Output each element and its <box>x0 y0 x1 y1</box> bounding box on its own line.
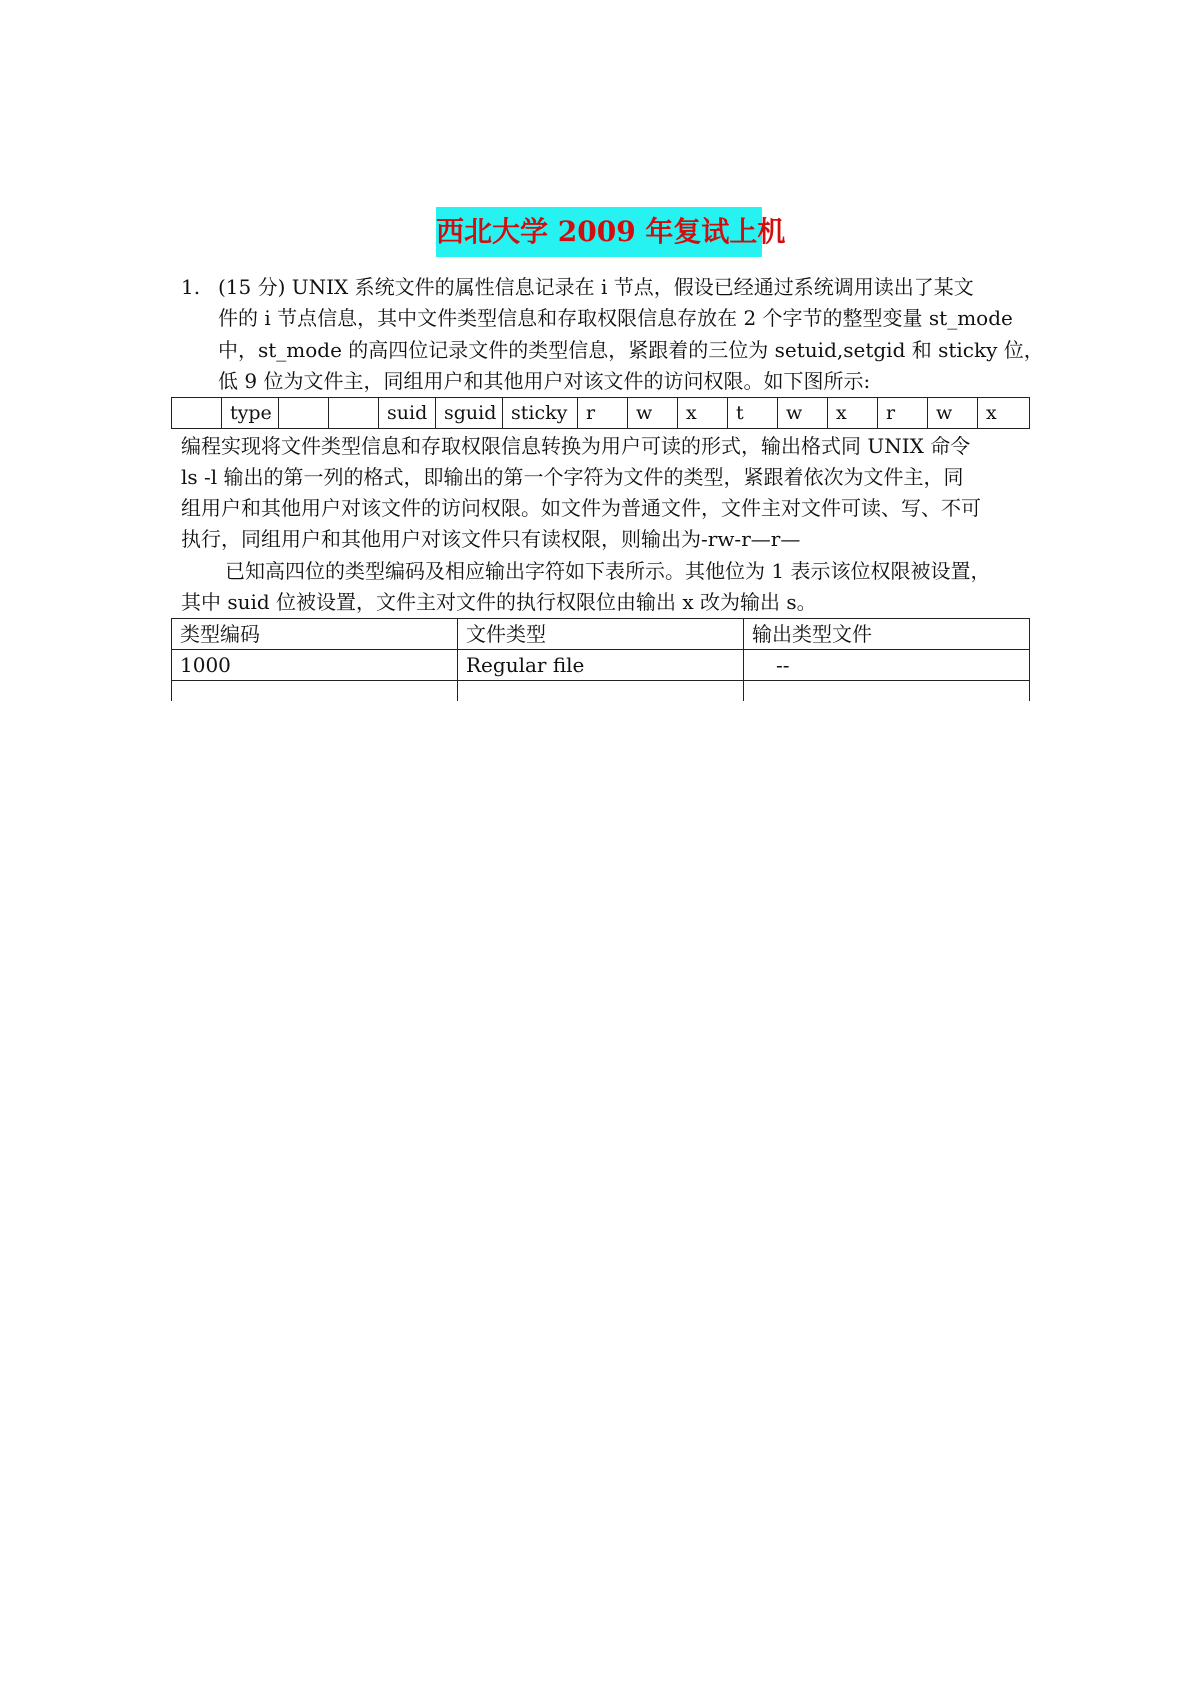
bit-cell: w <box>778 398 828 429</box>
bit-cell: w <box>628 398 678 429</box>
bit-cell: x <box>978 398 1030 429</box>
bit-cell: sguid <box>436 398 503 429</box>
body-line: 编程实现将文件类型信息和存取权限信息转换为用户可读的形式，输出格式同 UNIX 命令 <box>181 434 971 458</box>
bit-cell: r <box>878 398 928 429</box>
table-cell <box>744 681 1030 702</box>
bit-cell: x <box>678 398 728 429</box>
bit-cell <box>279 398 329 429</box>
file-types-table <box>171 618 1030 701</box>
table-row <box>172 681 1030 702</box>
table-header-cell: 输出类型文件 <box>744 619 1030 650</box>
question-line: (15 分) UNIX 系统文件的属性信息记录在 i 节点，假设已经通过系统调用读出了某文 <box>218 275 974 299</box>
table-header-row <box>172 619 1030 650</box>
bits-row <box>172 398 1030 429</box>
bit-cell: r <box>578 398 628 429</box>
table-header-cell: 文件类型 <box>458 619 744 650</box>
st-mode-bits-table <box>171 397 1030 429</box>
question-line: 件的 i 节点信息，其中文件类型信息和存取权限信息存放在 2 个字节的整型变量 st_mode <box>218 306 1013 330</box>
bit-cell: w <box>928 398 978 429</box>
body-line: 其中 suid 位被设置，文件主对文件的执行权限位由输出 x 改为输出 s。 <box>181 590 817 614</box>
question-line: 低 9 位为文件主，同组用户和其他用户对该文件的访问权限。如下图所示: <box>218 369 871 393</box>
bit-cell: suid <box>379 398 436 429</box>
bit-cell <box>329 398 379 429</box>
bit-cell: x <box>828 398 878 429</box>
bit-cell <box>172 398 222 429</box>
body-line: 组用户和其他用户对该文件的访问权限。如文件为普通文件，文件主对文件可读、写、不可 <box>181 496 981 520</box>
page-title: 西北大学 2009 年复试上机 <box>436 207 762 257</box>
body-line: ls -l 输出的第一列的格式，即输出的第一个字符为文件的类型，紧跟着依次为文件主，同 <box>181 465 964 489</box>
bit-cell: sticky <box>503 398 578 429</box>
question-number: 1. <box>181 275 201 299</box>
question-line: 中，st_mode 的高四位记录文件的类型信息，紧跟着的三位为 setuid,setgid 和 sticky 位， <box>218 338 1044 362</box>
body-line: 执行，同组用户和其他用户对该文件只有读权限，则输出为-rw-r—r— <box>181 527 801 551</box>
table-row <box>172 650 1030 681</box>
table-cell: -- <box>744 650 1030 681</box>
table-header-cell: 类型编码 <box>172 619 458 650</box>
bit-cell: t <box>728 398 778 429</box>
body-line: 已知高四位的类型编码及相应输出字符如下表所示。其他位为 1 表示该位权限被设置， <box>225 559 991 583</box>
table-cell <box>172 681 458 702</box>
table-cell: Regular file <box>458 650 744 681</box>
table-cell <box>458 681 744 702</box>
table-cell: 1000 <box>172 650 458 681</box>
bit-cell: type <box>222 398 279 429</box>
